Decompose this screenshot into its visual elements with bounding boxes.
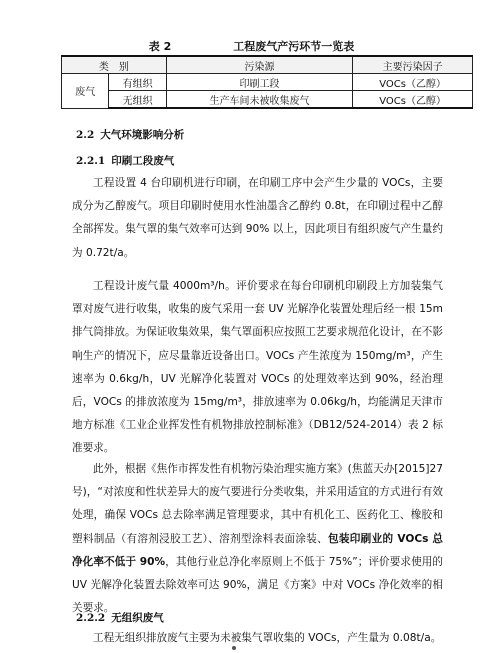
subsection-heading [76,153,174,168]
subsection-title: 无组织废气 [111,612,164,624]
paragraph-3-bold: 包装印刷业的 VOCs 总净化率不低于 90% [72,532,443,568]
factor-cell: VOCs（乙醇） [353,91,473,109]
header-factor: 主要污染因子 [353,56,473,74]
page-marker [232,646,236,650]
header-source: 污染源 [166,56,352,74]
paragraph-3-part-a: 此外，根据《焦作市挥发性有机物污染治理实施方案》(焦蓝天办[2015]27 号)，“对浓度和性状差异大的废气要进行分类收集，并采用适宜的方式进行有效处理，确保 VOCs 总去除率满足管理要求，其中有机化工、医药化工、橡胶和塑料制品（有溶剂浸胶工艺）、溶剂型涂料表面涂装、 [72,463,443,545]
pollution-source-table [61,55,473,109]
type-cell: 无组织 [109,91,166,109]
table-number: 表 2 [148,40,172,53]
paragraph-3 [72,458,443,620]
subsection-title: 印刷工段废气 [111,155,175,167]
paragraph-1: 工程设置 4 台印刷机进行印刷，在印刷工序中会产生少量的 VOCs，主要成分为乙醇废气。项目印刷时使用水性油墨含乙醇约 0.8t，在印刷过程中乙醇全部挥发。集气罩的集气效率可达到 90% 以上，因此项目有组织废气产生量约为 0.72t/a。 [72,177,443,259]
subsection-number: 2.2.2 [76,612,106,624]
paragraph-2: 工程设计废气量 4000m³/h。评价要求在每台印刷机印刷段上方加装集气罩对废气进行收集，收集的废气采用一套 UV 光解净化装置处理后经一根 15m 排气筒排放。为保证收集效果，集气罩面积应按照工艺要求规范化设计，在不影响生产的情况下，应尽量靠近设备出口。VOCs 产生浓度为 150mg/m³，产生速率为 0.6kg/h，UV 光解净化装置对 VOCs 的处理效率达到 90%，经治理后，VOCs 的排放浓度为 15mg/m³，排放速率为 0.06kg/h，均能满足天津市地方标准《工业企业挥发性有机物排放控制标准》（DB12/524-2014）表 2 标准要求。 [72,280,443,455]
table-title: 工程废气产污环节一览表 [233,40,355,53]
header-category: 类 别 [62,56,167,74]
section-title: 大气环境影响分析 [100,129,185,141]
table-row [62,74,473,91]
paragraph-4: 工程无组织排放废气主要为未被集气罩收集的 VOCs，产生量为 0.08t/a。 [93,632,442,644]
paragraph-3-part-b: ，其他行业总净化率原则上不低于 75%”；评价要求使用的 UV 光解净化装置去除效率可达 90%，满足《方案》中对 VOCs 净化效率的相关要求。 [72,555,443,615]
table-header-row [62,56,473,74]
type-cell: 有组织 [109,74,166,91]
section-number: 2.2 [76,129,95,141]
table-row [62,91,473,109]
source-cell: 生产车间未被收集废气 [166,91,352,109]
source-cell: 印刷工段 [166,74,352,91]
category-cell: 废气 [62,74,109,109]
factor-cell: VOCs（乙醇） [353,74,473,91]
section-heading [76,127,184,142]
table-caption [0,38,503,54]
subsection-number: 2.2.1 [76,155,106,167]
subsection-heading [76,610,164,625]
